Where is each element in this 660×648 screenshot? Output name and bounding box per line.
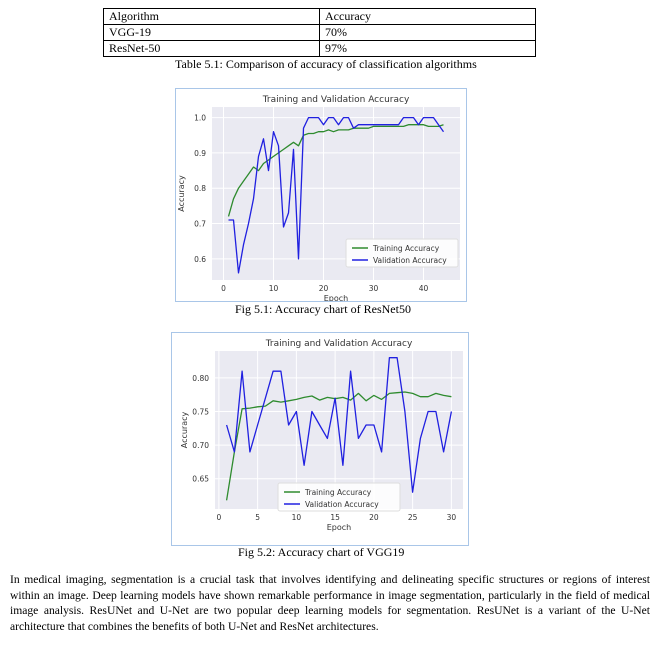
x-axis-label: Epoch — [323, 294, 349, 301]
x-tick-label: 20 — [369, 513, 379, 522]
y-tick-label: 1.0 — [194, 113, 206, 123]
x-tick-label: 25 — [407, 513, 418, 522]
table-cell: 70% — [320, 25, 536, 41]
table-header-cell: Algorithm — [104, 9, 320, 25]
y-tick-label: 0.70 — [192, 441, 209, 451]
table-row — [104, 25, 536, 41]
legend-label: Validation Accuracy — [305, 500, 379, 509]
table-cell: ResNet-50 — [104, 41, 320, 57]
table-cell: VGG-19 — [104, 25, 320, 41]
x-tick-label: 20 — [318, 284, 329, 293]
y-tick-label: 0.80 — [192, 373, 209, 383]
y-axis-label: Accuracy — [177, 175, 186, 212]
chart-vgg19 — [172, 333, 468, 545]
y-tick-label: 0.9 — [194, 148, 206, 158]
x-tick-label: 15 — [330, 513, 340, 522]
chart-title: Training and Validation Accuracy — [262, 95, 410, 105]
x-axis-label: Epoch — [326, 523, 352, 532]
table-caption: Table 5.1: Comparison of accuracy of classification algorithms — [175, 57, 477, 71]
y-tick-label: 0.6 — [194, 254, 206, 264]
accuracy-table — [103, 8, 536, 57]
table-cell: 97% — [320, 41, 536, 57]
figure-caption: Fig 5.2: Accuracy chart of VGG19 — [238, 545, 405, 559]
legend-label: Training Accuracy — [373, 244, 440, 253]
y-tick-label: 0.75 — [192, 407, 209, 417]
x-tick-label: 10 — [268, 284, 279, 293]
x-tick-label: 0 — [216, 513, 222, 522]
y-axis-label: Accuracy — [180, 411, 189, 449]
chart-title: Training and Validation Accuracy — [265, 339, 413, 349]
x-tick-label: 10 — [291, 513, 302, 522]
table-header-row — [104, 9, 536, 25]
x-tick-label: 0 — [221, 284, 226, 293]
figure-resnet50 — [175, 88, 467, 302]
x-tick-label: 30 — [446, 513, 457, 522]
chart-resnet50 — [176, 89, 466, 301]
x-tick-label: 40 — [418, 284, 429, 293]
figure-vgg19 — [171, 332, 469, 546]
y-tick-label: 0.8 — [194, 184, 206, 194]
legend-label: Training Accuracy — [305, 488, 372, 497]
table-row — [104, 41, 536, 57]
figure-caption: Fig 5.1: Accuracy chart of ResNet50 — [235, 302, 411, 316]
legend-label: Validation Accuracy — [373, 256, 447, 265]
body-paragraph: In medical imaging, segmentation is a crucial task that involves identifying and delineating specific structures or regions of interest within an image. Deep learning models have shown remarkable performance in image segmentation, particularly in the field of medical image analysis. ResUNet and U-Net are two popular deep learning models for segmentation. ResUNet is a variant of the U-Net architecture that combines the benefits of both U-Net and ResNet architectures. — [10, 573, 650, 633]
table-header-cell: Accuracy — [320, 9, 536, 25]
y-tick-label: 0.65 — [192, 474, 209, 484]
y-tick-label: 0.7 — [194, 219, 206, 229]
x-tick-label: 5 — [255, 513, 261, 522]
x-tick-label: 30 — [368, 284, 379, 293]
